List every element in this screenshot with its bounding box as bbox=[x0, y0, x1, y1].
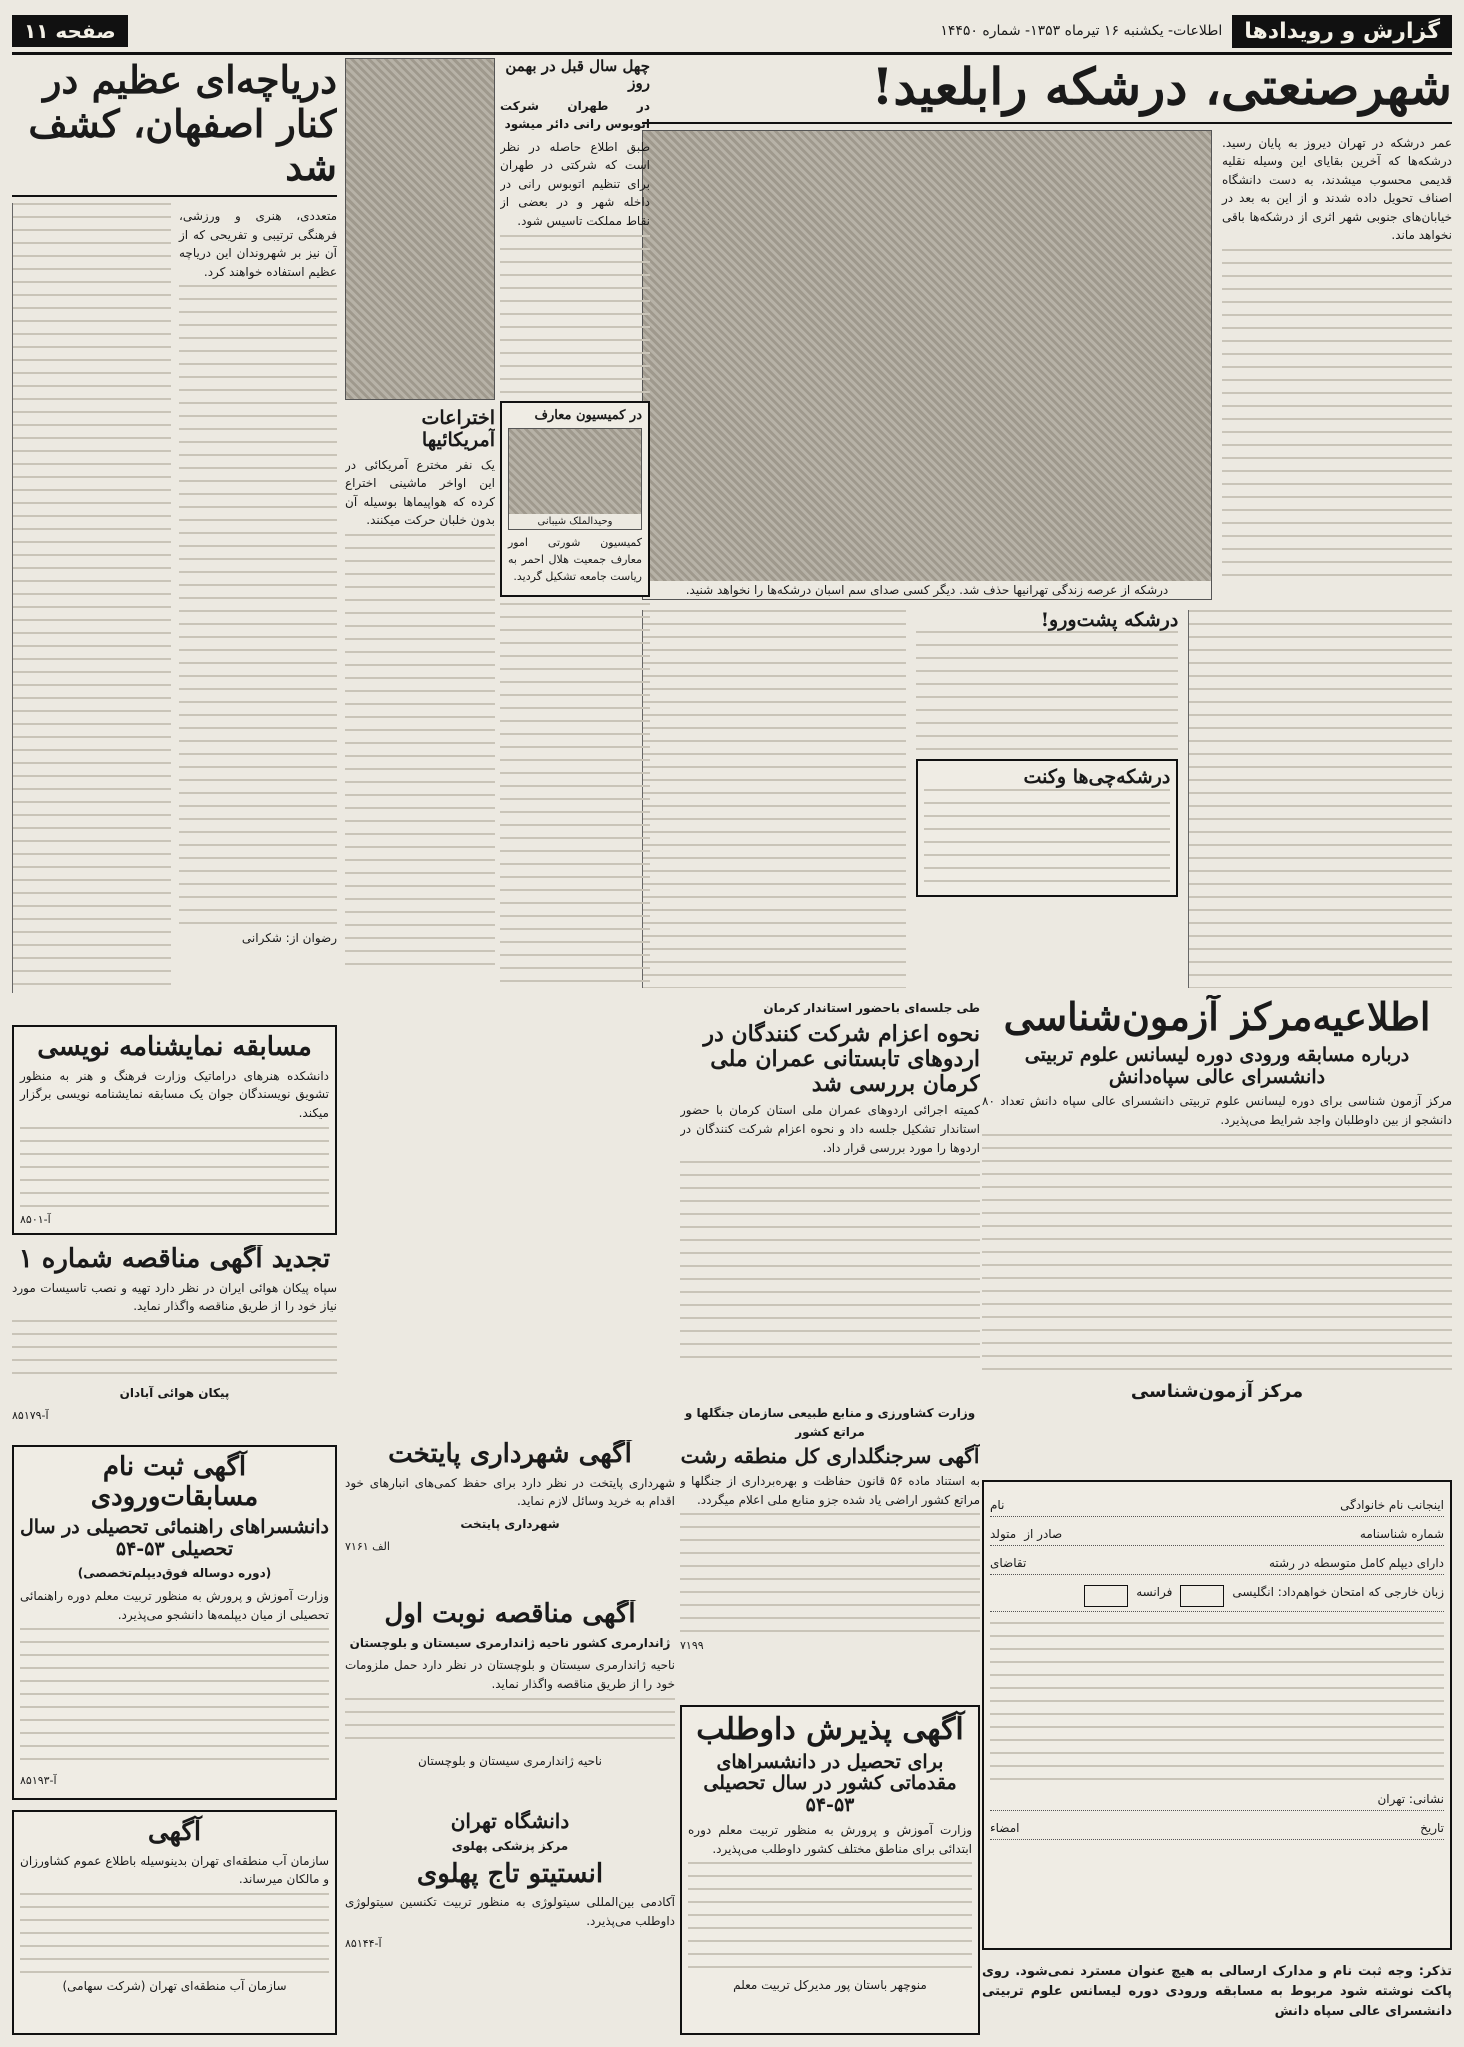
forty-years-kicker: چهل سال قبل در بهمن روز bbox=[505, 58, 650, 93]
competition-code: آ-۸۵۰۱ bbox=[20, 1212, 51, 1226]
tender-title: تجدید آگهی مناقصه شماره ۱ bbox=[18, 1245, 331, 1274]
form-row-address bbox=[990, 1792, 1444, 1811]
municipality-title: آگهی شهرداری پایتخت bbox=[388, 1440, 632, 1469]
university-body: آکادمی بین‌المللی سیتولوژی به منظور تربیت تکنسین سیتولوژی داوطلب می‌پذیرد. bbox=[345, 1895, 675, 1929]
admission-box bbox=[680, 1705, 980, 2035]
admission-body: وزارت آموزش و پرورش به منظور تربیت معلم دوره ابتدائی برای مناطق مختلف کشور داوطلب می‌پذیرد. bbox=[688, 1823, 972, 1856]
forestry-notice bbox=[680, 1400, 980, 1695]
commission-body: کمیسیون شورتی امور معارف جمعیت هلال احمر به ریاست جامعه تشکیل گردید. bbox=[508, 535, 642, 583]
lake-headline: دریاچه‌ای عظیم در کنار اصفهان، کشف شد bbox=[28, 58, 337, 190]
tender-box bbox=[12, 1245, 337, 1435]
tender-two-title: آگهی مناقصه نوبت اول bbox=[384, 1600, 636, 1629]
inventions-body: یک نفر مخترع آمریکائی در این اواخر ماشینی اختراع کرده که هواپیماها بوسیله آن بدون خلبان حرکت میکنند. bbox=[345, 457, 495, 528]
university-subtitle: مرکز پزشکی پهلوی bbox=[451, 1839, 569, 1853]
admission-title: آگهی پذیرش داوطلب bbox=[696, 1712, 964, 1747]
tender-two-body: ناحیه ژاندارمری سیستان و بلوچستان در نظر دارد حمل ملزومات خود را از طریق مناقصه واگذار نماید. bbox=[345, 1658, 675, 1692]
field-name: نام bbox=[990, 1498, 1005, 1512]
tender-sign: پیکان هوائی آبادان bbox=[119, 1386, 230, 1401]
figure-photo bbox=[345, 58, 495, 400]
university-institute: انستیتو تاج پهلوی bbox=[416, 1858, 604, 1889]
notice-title: آگهی bbox=[147, 1817, 202, 1847]
field-language-alt: فرانسه bbox=[1136, 1585, 1173, 1599]
registration-note: (دوره دوساله فوق‌دیپلم‌تخصصی) bbox=[77, 1566, 272, 1581]
competition-box bbox=[12, 1025, 337, 1235]
municipality-notice bbox=[345, 1440, 675, 1590]
lead-headline: شهرصنعتی، درشکه رابلعید! bbox=[871, 58, 1452, 116]
lead-body: عمر درشکه در تهران دیروز به پایان رسید. درشکه‌ها که آخرین بقایای این وسیله نقلیه قدیمی محسوب میشدند، به دست دانشگاه اصناف تحویل داده شدند و از این به بعد در خیابان‌های جنوبی شهر اثری از درشکه‌ها باقی نخواهد ماند. bbox=[1222, 135, 1452, 243]
portrait-photo bbox=[508, 428, 642, 530]
masthead bbox=[12, 10, 1452, 55]
forty-years-story bbox=[500, 58, 650, 988]
sub-heading-1: درشکه پشت‌ورو! bbox=[1040, 608, 1179, 631]
lead-story bbox=[642, 58, 1452, 988]
registration-code: آ-۸۵۱۹۳ bbox=[20, 1774, 57, 1788]
inventions-title: اختراعات آمریکائیها bbox=[421, 407, 495, 451]
field-diploma: دارای دیپلم کامل متوسطه در رشته bbox=[1268, 1556, 1444, 1570]
exam-body: مرکز آزمون شناسی برای دوره لیسانس علوم تربیتی دانشسرای عالی سپاه دانش تعداد ۸۰ دانشجو از بین داوطلبان واجد شرایط می‌پذیرد. bbox=[982, 1094, 1452, 1127]
lake-body: متعددی، هنری و ورزشی، فرهنگی ترتیبی و تفریحی که از آن نیز بر شهروندان این دریاچه عظیم استفاده خواهند کرد. bbox=[179, 209, 337, 279]
forestry-body: به استناد ماده ۵۶ قانون حفاظت و بهره‌برداری از جنگلها و مراتع کشور اراضی یاد شده جزو منابع ملی اعلام میگردد. bbox=[680, 1474, 980, 1507]
tender-two-sign: ناحیه ژاندارمری سیستان و بلوچستان bbox=[417, 1753, 603, 1768]
competition-title: مسابقه نمایشنامه نویسی bbox=[37, 1032, 312, 1062]
field-request: تقاضای bbox=[990, 1556, 1027, 1570]
footer-text: تذکر: وجه ثبت نام و مدارک ارسالی به هیچ عنوان مسترد نمی‌شود. روی پاکت نوشته شود مربوط به مسابقه ورودی دوره لیسانس علوم تربیتی دانشسرای عالی سپاه دانش bbox=[982, 1964, 1452, 2020]
lake-byline: رضوان از: شکرانی bbox=[241, 931, 337, 946]
exam-headline: اطلاعیه‌مرکز آزمون‌شناسی bbox=[1003, 995, 1431, 1039]
registration-subtitle: دانشسراهای راهنمائی تحصیلی در سال تحصیلی ۵۳-۵۴ bbox=[20, 1515, 329, 1560]
tender-two-subtitle: ژاندارمری کشور ناحیه ژاندارمری سیستان و بلوچستان bbox=[349, 1635, 671, 1650]
tender-code: آ-۸۵۱۷۹ bbox=[12, 1408, 49, 1422]
field-signature: امضاء bbox=[990, 1821, 1020, 1835]
carriage-photo bbox=[642, 130, 1212, 600]
registration-body: وزارت آموزش و پرورش به منظور تربیت معلم دوره راهنمائی تحصیلی از میان دیپلمه‌ها دانشجو می‌پذیرد. bbox=[20, 1589, 329, 1622]
issue-info: اطلاعات- یکشنبه ۱۶ تیرماه ۱۳۵۳- شماره ۱۴۴۵۰ bbox=[940, 23, 1223, 39]
sub-heading-2: درشکه‌چی‌ها وکنت bbox=[1023, 766, 1171, 789]
municipality-sign: شهرداری پایتخت bbox=[460, 1517, 560, 1532]
university-notice bbox=[345, 1810, 675, 2035]
page-number: صفحه ۱۱ bbox=[12, 15, 128, 47]
exam-sign: مرکز آزمون‌شناسی bbox=[1130, 1380, 1304, 1402]
forty-years-body: طبق اطلاع حاصله در نظر است که شرکتی در طهران برای تنظیم اتوبوس رانی در داخله شهر و در بعضی از نقاط مملکت تاسیس شود. bbox=[500, 139, 650, 229]
municipality-body: شهرداری پایتخت در نظر دارد برای حفظ کمی‌های انبارهای خود اقدام به خرید وسائل لازم نماید. bbox=[345, 1475, 675, 1509]
admission-subtitle: برای تحصیل در دانشسراهای مقدماتی کشور در سال تحصیلی ۵۳-۵۴ bbox=[703, 1750, 957, 1817]
university-title: دانشگاه تهران bbox=[450, 1810, 570, 1833]
form-row-id bbox=[990, 1527, 1444, 1546]
forestry-title: وزارت کشاورزی و منابع طبیعی سازمان جنگلها و مراتع کشور bbox=[684, 1406, 976, 1439]
field-language: زبان خارجی که امتحان خواهم‌داد: انگلیسی bbox=[1232, 1585, 1444, 1599]
forestry-code: ۷۱۹۹ bbox=[680, 1639, 704, 1653]
field-issued-from: صادر از bbox=[1024, 1527, 1063, 1541]
form-row-sign bbox=[990, 1821, 1444, 1840]
checkbox-english[interactable] bbox=[1180, 1585, 1224, 1607]
field-date: تاریخ bbox=[1420, 1821, 1444, 1835]
field-family-name: اینجانب نام خانوادگی bbox=[1340, 1498, 1444, 1512]
registration-box bbox=[12, 1445, 337, 1800]
photo-caption: درشکه از عرصه زندگی تهرانیها حذف شد. دیگر کسی صدای سم اسبان درشکه‌ها را نخواهد شنید. bbox=[643, 581, 1211, 599]
forestry-subtitle: آگهی سرجنگلداری کل منطقه رشت bbox=[680, 1444, 980, 1469]
exam-subheadline: درباره مسابقه ورودی دوره لیسانس علوم تربیتی دانشسرای عالی سپاه‌دانش bbox=[1024, 1043, 1410, 1088]
municipality-code: الف ۷۱۶۱ bbox=[345, 1539, 390, 1553]
forty-years-title: در طهران شرکت اتوبوس رانی دائر میشود bbox=[500, 98, 650, 132]
section-tag: گزارش و رویدادها bbox=[1232, 15, 1452, 48]
notice-body: سازمان آب منطقه‌ای تهران بدینوسیله باطلاع عموم کشاورزان و مالکان میرساند. bbox=[20, 1853, 329, 1887]
exam-center-notice bbox=[982, 995, 1452, 1475]
small-notice bbox=[12, 1810, 337, 2035]
kerman-kicker: طی جلسه‌ای باحضور استاندار کرمان bbox=[763, 1001, 980, 1015]
field-address: نشانی: تهران bbox=[1377, 1792, 1444, 1806]
tender-body: سپاه پیکان هوائی ایران در نظر دارد تهیه و نصب تاسیسات مورد نیاز خود را از طریق مناقصه واگذار نماید. bbox=[12, 1280, 337, 1314]
field-born: متولد bbox=[990, 1527, 1017, 1541]
commission-title: در کمیسیون معارف bbox=[534, 407, 642, 423]
competition-body: دانشکده هنرهای دراماتیک وزارت فرهنگ و هنر به منظور تشویق نویسندگان جوان یک مسابقه نمایشنامه نویسی برگزار میکند. bbox=[20, 1068, 329, 1121]
admission-sign: منوچهر باستان پور مدیرکل تربیت معلم bbox=[733, 1978, 927, 1993]
checkbox-french[interactable] bbox=[1084, 1585, 1128, 1607]
application-form bbox=[982, 1480, 1452, 1950]
form-row-language bbox=[990, 1585, 1444, 1612]
center-column bbox=[345, 58, 495, 988]
form-row-diploma bbox=[990, 1556, 1444, 1575]
kerman-story bbox=[680, 995, 980, 1395]
notice-sign: سازمان آب منطقه‌ای تهران (شرکت سهامی) bbox=[62, 1979, 287, 1994]
university-code: آ-۸۵۱۴۴ bbox=[345, 1936, 382, 1950]
lake-story bbox=[12, 58, 337, 1018]
portrait-caption: وحیدالملک شیبانی bbox=[509, 514, 641, 529]
form-row-name bbox=[990, 1498, 1444, 1517]
tender-two bbox=[345, 1600, 675, 1800]
registration-title: آگهی ثبت نام مسابقات‌ورودی bbox=[90, 1452, 259, 1512]
field-id-number: شماره شناسنامه bbox=[1359, 1527, 1444, 1541]
kerman-headline: نحوه اعزام شرکت کنندگان در اردوهای تابستانی عمران ملی کرمان بررسی شد bbox=[703, 1020, 980, 1098]
footer-note bbox=[982, 1958, 1452, 2036]
kerman-body: کمیته اجرائی اردوهای عمران ملی استان کرمان با حضور استاندار تشکیل جلسه داد و نحوه اعزام شرکت کنندگان در اردوها را مورد بررسی قرار داد. bbox=[680, 1103, 980, 1155]
